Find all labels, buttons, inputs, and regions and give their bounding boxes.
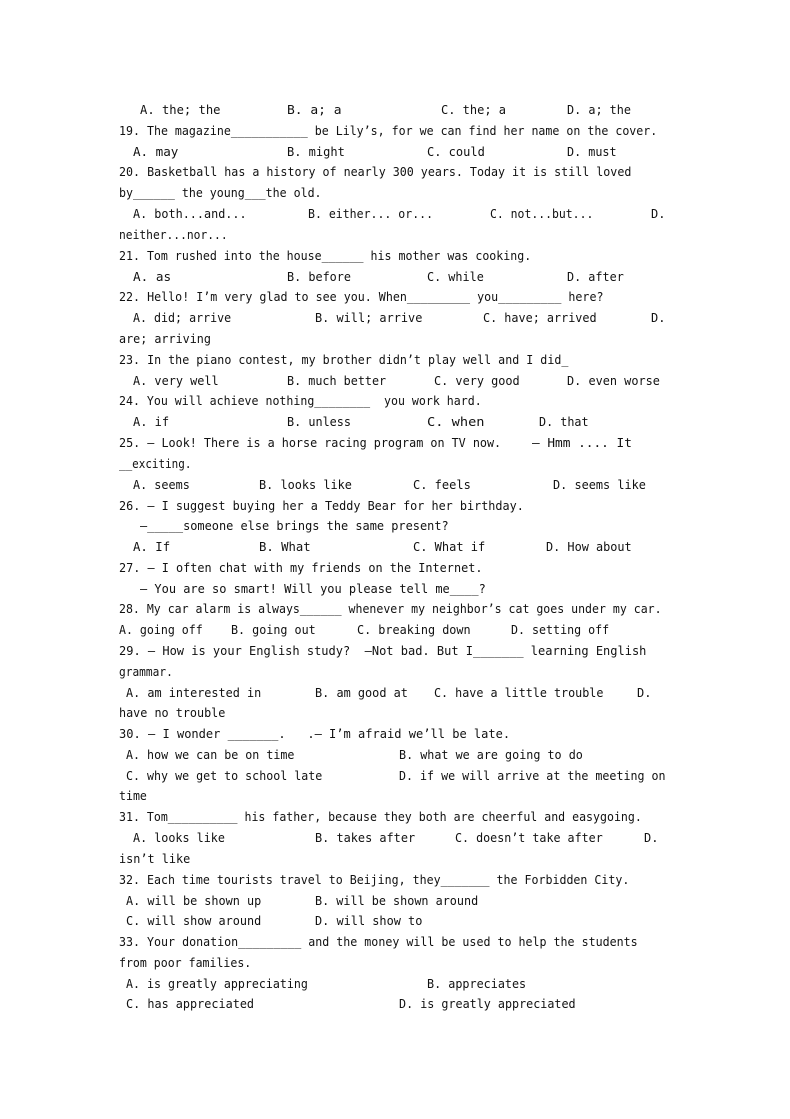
text-line: C. have; arrived bbox=[483, 311, 597, 325]
text-line: isn’t like bbox=[119, 852, 191, 866]
text-line: D. will show to bbox=[315, 914, 423, 928]
text-line: D. if we will arrive at the meeting on bbox=[399, 769, 666, 783]
text-line: 19. The magazine___________ be Lily’s, for we can find her name on the cover. bbox=[119, 124, 658, 138]
text-line: C. have a little trouble bbox=[434, 686, 604, 700]
text-line: C. could bbox=[427, 145, 485, 159]
text-line: —_____someone else brings the same present? bbox=[140, 519, 449, 533]
text-line: B. appreciates bbox=[427, 977, 527, 991]
text-line: A. If bbox=[133, 540, 171, 554]
text-line: D. that bbox=[539, 415, 589, 429]
text-line: are; arriving bbox=[119, 332, 211, 346]
text-line: A. very well bbox=[133, 374, 219, 388]
text-line: by______ the young___the old. bbox=[119, 186, 322, 200]
text-line: B. might bbox=[287, 145, 345, 159]
text-line: 27. — I often chat with my friends on the Internet. bbox=[119, 561, 483, 575]
text-line: C. has appreciated bbox=[126, 997, 255, 1011]
text-line: — Hmm .... It bbox=[532, 436, 632, 450]
text-line: __exciting. bbox=[119, 457, 192, 471]
text-line: D. bbox=[651, 207, 666, 221]
text-line: 33. Your donation_________ and the money will be used to help the students bbox=[119, 935, 638, 949]
text-line: A. is greatly appreciating bbox=[126, 977, 308, 991]
text-line: C. breaking down bbox=[357, 623, 471, 637]
text-line: 21. Tom rushed into the house______ his mother was cooking. bbox=[119, 249, 532, 263]
text-line: from poor families. bbox=[119, 956, 252, 970]
text-line: 25. — Look! There is a horse racing program on TV now. bbox=[119, 436, 502, 450]
text-line: 22. Hello! I’m very glad to see you. When_________ you_________ here? bbox=[119, 290, 604, 304]
text-line: B. either... or... bbox=[308, 207, 434, 221]
text-line: D. after bbox=[567, 270, 624, 284]
text-line: 26. — I suggest buying her a Teddy Bear for her birthday. bbox=[119, 499, 524, 513]
text-line: A. if bbox=[133, 415, 170, 429]
text-line: B. What bbox=[259, 540, 311, 554]
text-line: D. bbox=[651, 311, 666, 325]
text-line: C. very good bbox=[434, 374, 520, 388]
text-line: 32. Each time tourists travel to Beijing, they_______ the Forbidden City. bbox=[119, 873, 630, 887]
text-line: B. looks like bbox=[259, 478, 352, 492]
text-line: 23. In the piano contest, my brother didn’t play well and I did_ bbox=[119, 353, 569, 367]
text-line: C. doesn’t take after bbox=[455, 831, 603, 845]
text-line: have no trouble bbox=[119, 706, 226, 720]
text-line: A. both...and... bbox=[133, 207, 247, 221]
text-line: A. the; the bbox=[140, 103, 221, 117]
text-line: A. looks like bbox=[133, 831, 225, 845]
text-line: B. will; arrive bbox=[315, 311, 423, 325]
text-line: A. going off bbox=[119, 623, 203, 637]
text-line: D. setting off bbox=[511, 623, 610, 637]
text-line: 29. — How is your English study? —Not bad. But I_______ learning English bbox=[119, 644, 647, 658]
text-line: neither...nor... bbox=[119, 228, 228, 242]
text-line: C. the; a bbox=[441, 103, 507, 117]
text-line: C. will show around bbox=[126, 914, 262, 928]
text-line: B. takes after bbox=[315, 831, 416, 845]
text-line: grammar. bbox=[119, 665, 173, 679]
text-line: D. seems like bbox=[553, 478, 646, 492]
text-line: D. bbox=[644, 831, 659, 845]
text-line: C. What if bbox=[413, 540, 486, 554]
text-line: B. will be shown around bbox=[315, 894, 479, 908]
text-line: A. am interested in bbox=[126, 686, 262, 700]
text-line: D. bbox=[637, 686, 652, 700]
text-line: 24. You will achieve nothing________ you work hard. bbox=[119, 394, 482, 408]
text-line: B. before bbox=[287, 270, 352, 284]
text-line: D. must bbox=[567, 145, 617, 159]
text-line: B. a; a bbox=[287, 103, 342, 117]
text-line: D. even worse bbox=[567, 374, 660, 388]
text-line: C. feels bbox=[413, 478, 471, 492]
text-line: B. unless bbox=[287, 415, 352, 429]
text-line: — You are so smart! Will you please tell me____? bbox=[140, 582, 486, 596]
text-line: B. going out bbox=[231, 623, 316, 637]
text-line: C. when bbox=[427, 415, 485, 429]
text-line: 31. Tom__________ his father, because they both are cheerful and easygoing. bbox=[119, 810, 642, 824]
text-line: A. will be shown up bbox=[126, 894, 262, 908]
text-line: D. a; the bbox=[567, 103, 632, 117]
text-line: C. why we get to school late bbox=[126, 769, 323, 783]
text-line: A. how we can be on time bbox=[126, 748, 295, 762]
text-line: time bbox=[119, 789, 147, 803]
text-line: A. may bbox=[133, 145, 179, 159]
text-line: C. while bbox=[427, 270, 484, 284]
text-line: 30. — I wonder _______. .— I’m afraid we’ll be late. bbox=[119, 727, 511, 741]
text-line: B. am good at bbox=[315, 686, 408, 700]
text-line: B. what we are going to do bbox=[399, 748, 583, 762]
text-line: D. is greatly appreciated bbox=[399, 997, 576, 1011]
text-line: A. as bbox=[133, 270, 172, 284]
text-line: 20. Basketball has a history of nearly 300 years. Today it is still loved bbox=[119, 165, 632, 179]
text-line: C. not...but... bbox=[490, 207, 594, 221]
text-line: 28. My car alarm is always______ whenever my neighbor’s cat goes under my car. bbox=[119, 602, 662, 616]
text-line: A. did; arrive bbox=[133, 311, 232, 325]
text-line: D. How about bbox=[546, 540, 632, 554]
text-line: A. seems bbox=[133, 478, 190, 492]
text-line: B. much better bbox=[287, 374, 387, 388]
